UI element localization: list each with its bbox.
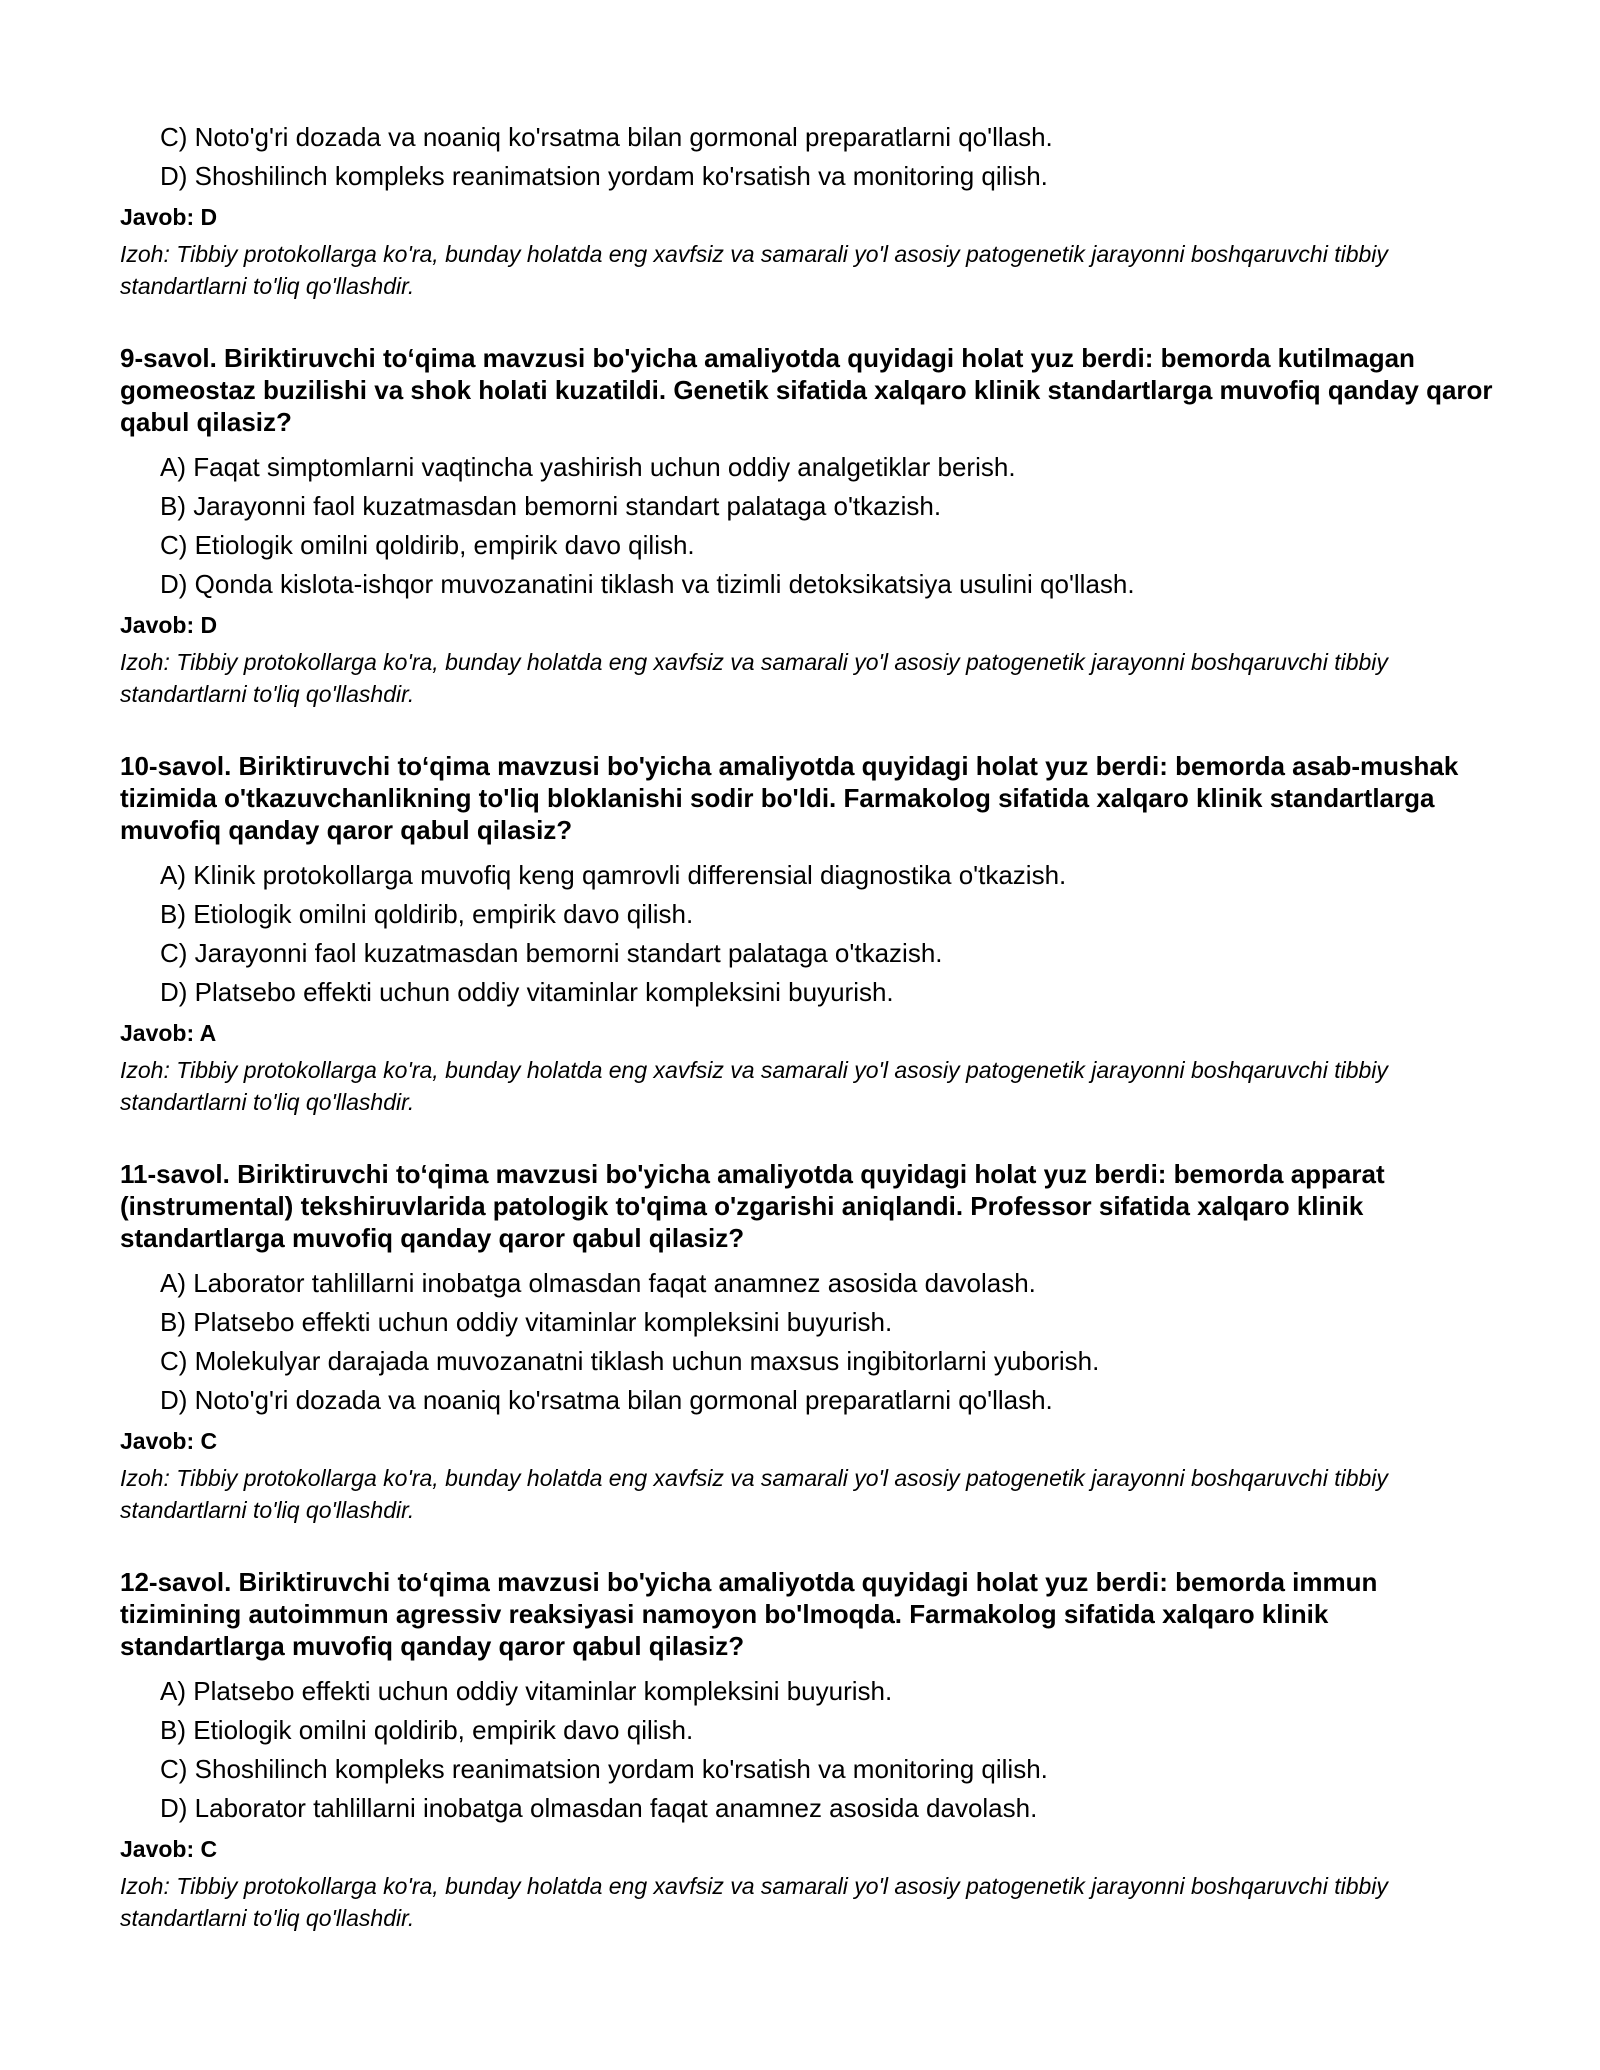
answer-option: D) Platsebo effekti uchun oddiy vitaminlar kompleksini buyurish. bbox=[160, 977, 894, 1007]
options-list bbox=[120, 1264, 1500, 1420]
options-list bbox=[120, 856, 1500, 1012]
correct-answer: Javob: C bbox=[120, 1836, 218, 1862]
options-list bbox=[120, 448, 1500, 604]
explanation-note: Izoh: Tibbiy protokollarga ko'ra, bunday holatda eng xavfsiz va samarali yo'l asosiy patogenetik jarayonni boshqaruvchi tibbiy standartlarni to'liq qo'llashdir. bbox=[120, 241, 1388, 299]
correct-answer: Javob: C bbox=[120, 1428, 218, 1454]
question-12 bbox=[120, 1566, 1500, 1934]
answer-option: A) Klinik protokollarga muvofiq keng qamrovli differensial diagnostika o'tkazish. bbox=[160, 860, 1067, 890]
answer-option: D) Noto'g'ri dozada va noaniq ko'rsatma bilan gormonal preparatlarni qo'llash. bbox=[160, 1385, 1053, 1415]
explanation-note: Izoh: Tibbiy protokollarga ko'ra, bunday holatda eng xavfsiz va samarali yo'l asosiy patogenetik jarayonni boshqaruvchi tibbiy standartlarni to'liq qo'llashdir. bbox=[120, 1465, 1388, 1523]
correct-answer: Javob: A bbox=[120, 1020, 217, 1046]
answer-option: C) Etiologik omilni qoldirib, empirik davo qilish. bbox=[160, 530, 695, 560]
answer-option: B) Etiologik omilni qoldirib, empirik davo qilish. bbox=[160, 1715, 694, 1745]
answer-option: C) Jarayonni faol kuzatmasdan bemorni standart palataga o'tkazish. bbox=[160, 938, 943, 968]
question-10 bbox=[120, 750, 1500, 1118]
answer-option: C) Shoshilinch kompleks reanimatsion yordam ko'rsatish va monitoring qilish. bbox=[160, 1754, 1048, 1784]
explanation-note: Izoh: Tibbiy protokollarga ko'ra, bunday holatda eng xavfsiz va samarali yo'l asosiy patogenetik jarayonni boshqaruvchi tibbiy standartlarni to'liq qo'llashdir. bbox=[120, 1057, 1388, 1115]
answer-option: B) Platsebo effekti uchun oddiy vitaminlar kompleksini buyurish. bbox=[160, 1307, 893, 1337]
correct-answer: Javob: D bbox=[120, 612, 218, 638]
explanation-note: Izoh: Tibbiy protokollarga ko'ra, bunday holatda eng xavfsiz va samarali yo'l asosiy patogenetik jarayonni boshqaruvchi tibbiy standartlarni to'liq qo'llashdir. bbox=[120, 649, 1388, 707]
answer-option: D) Shoshilinch kompleks reanimatsion yordam ko'rsatish va monitoring qilish. bbox=[160, 161, 1048, 191]
question-title: 9-savol. Biriktiruvchi to‘qima mavzusi bo'yicha amaliyotda quyidagi holat yuz berdi: bemorda kutilmagan gomeostaz buzilishi va shok holati kuzatildi. Genetik sifatida xalqaro klinik standartlarga muvofiq qanday qaror qabul qilasiz? bbox=[120, 343, 1493, 437]
question-8-continuation bbox=[120, 118, 1500, 302]
question-title: 11-savol. Biriktiruvchi to‘qima mavzusi bo'yicha amaliyotda quyidagi holat yuz berdi: bemorda apparat (instrumental) tekshiruvlarida patologik to'qima o'zgarishi aniqlandi. Professor sifatida xalqaro klinik standartlarga muvofiq qanday qaror qabul qilasiz? bbox=[120, 1159, 1385, 1253]
answer-option: A) Platsebo effekti uchun oddiy vitaminlar kompleksini buyurish. bbox=[160, 1676, 893, 1706]
answer-option: C) Noto'g'ri dozada va noaniq ko'rsatma bilan gormonal preparatlarni qo'llash. bbox=[160, 122, 1053, 152]
answer-option: A) Laborator tahlillarni inobatga olmasdan faqat anamnez asosida davolash. bbox=[160, 1268, 1036, 1298]
answer-option: B) Etiologik omilni qoldirib, empirik davo qilish. bbox=[160, 899, 694, 929]
question-title: 10-savol. Biriktiruvchi to‘qima mavzusi bo'yicha amaliyotda quyidagi holat yuz berdi: bemorda asab-mushak tizimida o'tkazuvchanlikning to'liq bloklanishi sodir bo'ldi. Farmakolog sifatida xalqaro klinik standartlarga muvofiq qanday qaror qabul qilasiz? bbox=[120, 751, 1459, 845]
explanation-note: Izoh: Tibbiy protokollarga ko'ra, bunday holatda eng xavfsiz va samarali yo'l asosiy patogenetik jarayonni boshqaruvchi tibbiy standartlarni to'liq qo'llashdir. bbox=[120, 1873, 1388, 1931]
answer-option: C) Molekulyar darajada muvozanatni tiklash uchun maxsus ingibitorlarni yuborish. bbox=[160, 1346, 1100, 1376]
correct-answer: Javob: D bbox=[120, 204, 218, 230]
answer-option: D) Qonda kislota-ishqor muvozanatini tiklash va tizimli detoksikatsiya usulini qo'llash. bbox=[160, 569, 1135, 599]
answer-option: D) Laborator tahlillarni inobatga olmasdan faqat anamnez asosida davolash. bbox=[160, 1793, 1038, 1823]
document-page bbox=[120, 118, 1500, 1934]
options-list bbox=[120, 1672, 1500, 1828]
question-title: 12-savol. Biriktiruvchi to‘qima mavzusi bo'yicha amaliyotda quyidagi holat yuz berdi: bemorda immun tizimining autoimmun agressiv reaksiyasi namoyon bo'lmoqda. Farmakolog sifatida xalqaro klinik standartlarga muvofiq qanday qaror qabul qilasiz? bbox=[120, 1567, 1378, 1661]
answer-option: B) Jarayonni faol kuzatmasdan bemorni standart palataga o'tkazish. bbox=[160, 491, 942, 521]
question-9 bbox=[120, 342, 1500, 710]
question-11 bbox=[120, 1158, 1500, 1526]
answer-option: A) Faqat simptomlarni vaqtincha yashirish uchun oddiy analgetiklar berish. bbox=[160, 452, 1016, 482]
